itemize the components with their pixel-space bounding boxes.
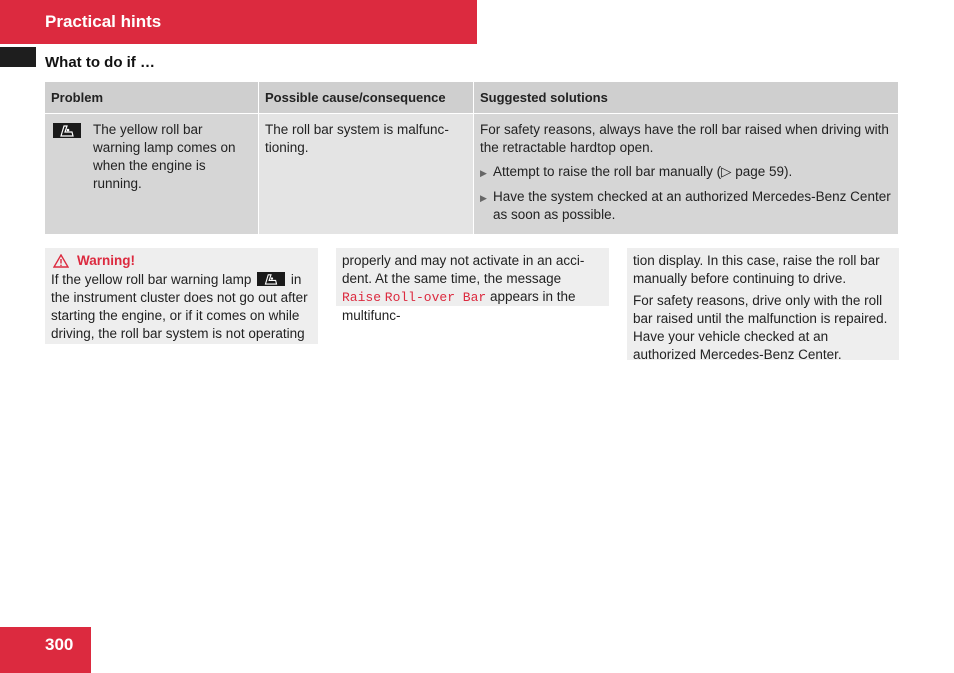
warning-title: Warning!: [77, 253, 135, 268]
section-title: What to do if …: [45, 54, 155, 71]
solution-step-text: Have the system checked at an authorized Mercedes-Benz Center as soon as possible.: [493, 189, 891, 222]
header-problem: Problem: [45, 82, 259, 114]
header-cause: Possible cause/consequence: [259, 82, 474, 114]
bullet-arrow-icon: ▶: [480, 193, 487, 203]
table-header-row: [45, 82, 899, 114]
warning-heading: [51, 252, 312, 270]
problem-text: The yellow roll bar warning lamp comes on when the engine is running.: [93, 122, 236, 191]
page-number: 300: [45, 635, 74, 654]
cause-cell: [259, 114, 474, 235]
solution-step: [480, 188, 892, 224]
header-bar: [0, 0, 477, 44]
display-message: Roll-over Bar: [384, 290, 487, 305]
warning-text-part: appears in the multifunc-: [342, 289, 576, 323]
warning-text-part: properly and may not activate in an accident. At the same time, the message: [342, 253, 585, 286]
roll-bar-warning-lamp-icon: [257, 272, 285, 286]
warning-text-safety: For safety reasons, drive only with the roll bar raised until the malfunction is repaired. Have your vehicle checked at an authorized Mercedes-Benz Center.: [633, 293, 888, 362]
warning-box-col2: [336, 248, 609, 323]
problem-cell: [45, 114, 259, 235]
warning-box-col1: [45, 248, 318, 344]
solution-intro: For safety reasons, always have the roll bar raised when driving with the retractable hardtop open.: [480, 122, 889, 155]
troubleshooting-table: [45, 82, 899, 234]
solution-step: [480, 163, 892, 182]
cause-text: The roll bar system is malfunctioning.: [265, 122, 449, 155]
warning-box-col3: [627, 248, 899, 360]
warning-text-part: in the instrument cluster does not go out after starting the engine, or if it comes on while driving, the roll bar system is not operating: [51, 272, 308, 341]
warning-text: [51, 271, 312, 343]
warning-triangle-icon: [53, 254, 69, 268]
solution-step-text: Attempt to raise the roll bar manually (▷ page 59).: [493, 164, 793, 179]
page-number-box: [0, 627, 91, 673]
roll-bar-warning-lamp-icon: [53, 123, 81, 138]
warning-text-continued: [342, 252, 603, 325]
section-marker: [0, 47, 36, 67]
warning-text-part: If the yellow roll bar warning lamp: [51, 272, 252, 287]
header-solutions: Suggested solutions: [474, 82, 899, 114]
solution-cell: [474, 114, 899, 235]
warning-text-continued: tion display. In this case, raise the roll bar manually before continuing to drive.: [633, 253, 880, 286]
bullet-arrow-icon: ▶: [480, 168, 487, 178]
table-row: [45, 114, 899, 235]
header-title: Practical hints: [45, 12, 162, 31]
display-message: Raise: [342, 290, 382, 305]
